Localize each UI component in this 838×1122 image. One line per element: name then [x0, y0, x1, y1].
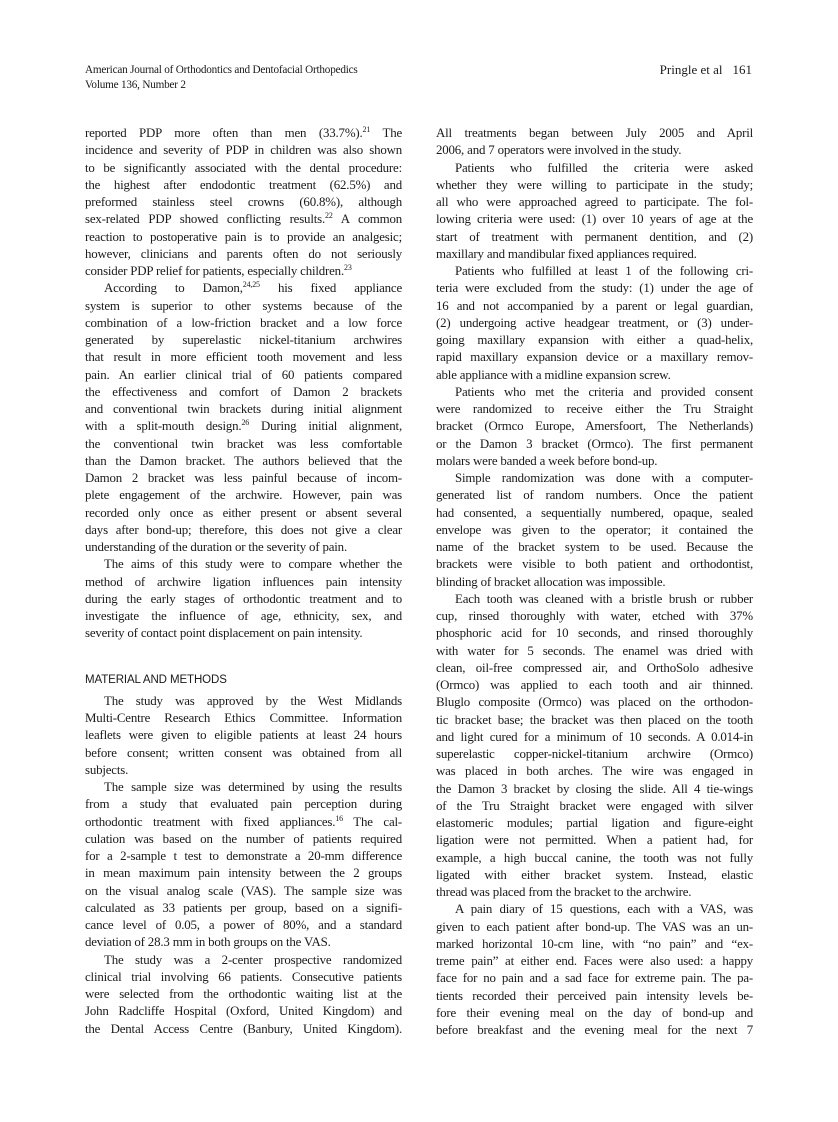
text-line: during the early stages of orthodontic treatment and to [85, 591, 402, 606]
text-line: however, clinicians and parents often do not seriously [85, 246, 402, 261]
text-line: plete engagement of the archwire. However, pain was [85, 488, 402, 503]
text-line: consider PDP relief for patients, especially children.$^{23}$ [85, 263, 352, 278]
text-line: the Damon 3 bracket by closing the slide. All 4 tie-wings [436, 781, 753, 796]
text-line: 16 and not accompanied by a parent or legal guardian, [436, 298, 753, 313]
paragraph [436, 263, 753, 384]
text-line: rapid maxillary expansion device or a maxillary remov- [436, 350, 753, 365]
text-line: tients recorded their perceived pain intensity levels be- [436, 988, 753, 1003]
text-line: severity of contact point displacement on pain intensity. [85, 626, 363, 641]
text-line: ligation were not permitted. When a patient had, for [436, 833, 753, 848]
text-line: the highest after endodontic treatment (62.5%) and [85, 177, 402, 192]
text-line: ligated with either bracket system. Instead, elastic [436, 867, 753, 882]
text-line: The aims of this study were to compare whether the [104, 557, 402, 572]
text-line: fore their evening meal on the day of bond-up and [436, 1005, 753, 1020]
text-line: than the Damon bracket. The authors believed that the [85, 453, 402, 468]
text-line: culation was based on the number of patients required [85, 831, 402, 846]
paragraph [436, 591, 753, 902]
text-line: generated by superelastic nickel-titanium archwires [85, 333, 402, 347]
text-line: given to each patient after bond-up. The VAS was an un- [436, 919, 753, 934]
text-line: elastomeric modules; partial ligation and figure-eight [436, 816, 753, 830]
text-line: combination of a low-friction bracket and a low force [85, 315, 402, 330]
text-line: for a 2-sample t test to demonstrate a 20-mm difference [85, 849, 402, 863]
text-line: face for no pain and a sad face for extreme pain. The pa- [436, 971, 753, 986]
text-line: Patients who met the criteria and provided consent [455, 384, 753, 399]
text-line: or the Damon 3 bracket (Ormco). The first permanent [436, 436, 753, 451]
text-line: with a split-mouth design.$^{26}$ During initial alignment, [85, 418, 403, 434]
running-authors: Pringle et al [659, 62, 723, 77]
text-line: days after bond-up; therefore, this does not give a clear [85, 522, 402, 537]
text-line: orthodontic treatment with fixed appliances.$^{16}$ The cal- [85, 813, 403, 829]
paragraph [436, 470, 753, 591]
text-line: 2006, and 7 operators were involved in the study. [436, 143, 682, 158]
text-line: pain. An earlier clinical trial of 60 patients compared [85, 367, 402, 382]
text-line: subjects. [85, 762, 129, 777]
text-line: envelope was given to the operator; it contained the [436, 522, 753, 537]
text-line: of the Tru Straight bracket were engaged with silver [436, 798, 753, 813]
citation-superscript: 16 [335, 813, 343, 823]
citation-superscript: 23 [344, 263, 352, 272]
text-line: marked horizontal 10-cm line, with “no pain” and “ex- [436, 936, 753, 951]
text-line: name of the bracket system to be used. Because the [436, 540, 753, 554]
text-line: were randomized to receive either the Tru Straight [436, 402, 753, 416]
text-line: method of archwire ligation influences pain intensity [85, 574, 402, 589]
text-line: treme pain” at either end. Faces were also used: a happy [436, 954, 753, 968]
text-line: example, a high buccal canine, the tooth was not fully [436, 850, 753, 865]
paragraph [85, 693, 402, 779]
citation-superscript: 22 [325, 211, 333, 221]
text-column-left [85, 125, 402, 1038]
text-line: from a study that evaluated pain perception during [85, 797, 402, 812]
text-line: the effectiveness and comfort of Damon 2 brackets [85, 384, 402, 399]
running-header-right [660, 62, 752, 78]
page-number: 161 [732, 62, 752, 77]
text-line: Bluglo composite (Ormco) was placed on the orthodon- [436, 695, 753, 710]
text-line: A pain diary of 15 questions, each with a VAS, was [455, 902, 753, 917]
text-line: had consented, a sequentially numbered, opaque, sealed [436, 505, 753, 520]
text-line: cup, rinsed thoroughly with water, etched with 37% [436, 609, 753, 623]
text-line: preformed stainless steel crowns (60.8%), although [85, 195, 402, 209]
text-line: clean, oil-free compressed air, and OrthoSolo adhesive [436, 660, 753, 675]
text-line: (2) undergoing active headgear treatment, or (3) under- [436, 315, 753, 330]
text-line: sex-related PDP showed conflicting results.$^{22}$ A common [85, 211, 402, 227]
text-line: Patients who fulfilled the criteria were asked [455, 160, 753, 175]
text-line: bracket (Ormco Europe, Amersfoort, The Netherlands) [436, 419, 753, 434]
paragraph [85, 125, 402, 280]
paragraph [436, 160, 753, 264]
text-line: brackets were visible to both patient and orthodontist, [436, 557, 753, 572]
text-line: calculated as 33 patients per group, based on a signifi- [85, 900, 402, 915]
text-line: in mean maximum pain intensity between the 2 groups [85, 866, 402, 881]
text-line: deviation of 28.3 mm in both groups on the VAS. [85, 935, 331, 950]
text-line: maxillary and mandibular fixed appliances required. [436, 246, 697, 261]
paragraph [85, 952, 402, 1038]
paragraph [85, 779, 402, 952]
text-line: John Radcliffe Hospital (Oxford, United Kingdom) and [85, 1004, 402, 1019]
text-line: on the visual analog scale (VAS). The sample size was [85, 883, 402, 898]
text-line: (Ormco) was applied to each tooth and air thinned. [436, 678, 753, 692]
text-line: before consent; written consent was obtained from all [85, 745, 402, 760]
text-line: before breakfast and the evening meal for the next 7 [436, 1023, 753, 1037]
text-line: to be significantly associated with the dental procedure: [85, 160, 402, 175]
text-line: thread was placed from the bracket to the archwire. [436, 885, 692, 899]
journal-volume: Volume 136, Number 2 [85, 78, 186, 91]
text-line: leaflets were given to eligible patients at least 24 hours [85, 728, 402, 743]
text-line: going maxillary expansion with either a quad-helix, [436, 333, 753, 347]
citation-superscript: 26 [241, 418, 250, 428]
text-line: The sample size was determined by using the results [104, 780, 402, 794]
running-header-journal [85, 63, 358, 92]
text-line: blinding of bracket allocation was impossible. [436, 574, 666, 589]
text-line: recorded only once as either present or absent several [85, 505, 402, 520]
text-line: system is superior to other systems because of the [85, 298, 402, 313]
text-line: superelastic copper-nickel-titanium archwire (Ormco) [436, 747, 753, 761]
text-line: reaction to postoperative pain is to provide an analgesic; [85, 229, 402, 244]
text-line: The study was a 2-center prospective randomized [104, 952, 402, 967]
text-line: able appliance with a midline expansion screw. [436, 367, 671, 382]
text-line: All treatments began between July 2005 and April [436, 126, 753, 140]
journal-title: American Journal of Orthodontics and Dentofacial Orthopedics [85, 64, 358, 76]
text-line: with water for 5 seconds. The enamel was dried with [436, 643, 753, 658]
paragraph [436, 901, 753, 1039]
text-line: Each tooth was cleaned with a bristle brush or rubber [455, 591, 753, 606]
text-line: investigate the influence of age, ethnicity, sex, and [85, 609, 402, 623]
paragraph [436, 125, 753, 160]
paragraph [436, 384, 753, 470]
section-heading: MATERIAL AND METHODS [85, 673, 227, 686]
text-line: According to Damon,$^{24,25}$ his fixed appliance [104, 280, 403, 296]
paragraph [85, 556, 402, 642]
text-line: The study was approved by the West Midlands [104, 693, 402, 708]
text-line: and conventional twin brackets during initial alignment [85, 402, 402, 416]
text-line: and light cured for a minimum of 10 seconds. A 0.014-in [436, 729, 753, 744]
text-line: cance level of 0.05, a power of 80%, and a standard [85, 918, 402, 932]
text-line: the conventional twin bracket was less comfortable [85, 436, 402, 451]
text-line: understanding of the duration or the severity of pain. [85, 540, 347, 554]
citation-superscript: 24,25 [242, 280, 260, 290]
text-line: were selected from the orthodontic waiting list at the [85, 987, 402, 1001]
citation-superscript: 21 [362, 125, 371, 134]
text-line: lowing criteria were used: (1) over 10 years of age at the [436, 212, 753, 227]
text-line: that result in more efficient tooth movement and less [85, 350, 402, 365]
text-line: incidence and severity of PDP in children was also shown [85, 143, 402, 158]
text-line: Patients who fulfilled at least 1 of the following cri- [455, 264, 753, 278]
text-line: phosphoric acid for 10 seconds, and rinsed thoroughly [436, 626, 753, 641]
text-line: whether they were willing to participate in the study; [436, 177, 753, 192]
text-line: reported PDP more often than men (33.7%).$^{21}$ The [85, 125, 402, 140]
paragraph [85, 280, 402, 556]
text-line: tic bracket base; the bracket was then placed on the tooth [436, 712, 753, 727]
text-line: the Dental Access Centre (Banbury, United Kingdom). [85, 1021, 402, 1036]
text-line: clinical trial involving 66 patients. Consecutive patients [85, 969, 402, 984]
text-line: teria were excluded from the study: (1) under the age of [436, 281, 753, 296]
text-line: molars were banded a week before bond-up. [436, 453, 658, 468]
text-column-right [436, 125, 753, 1039]
text-line: all who were approached agreed to participate. The fol- [436, 195, 753, 209]
text-line: Multi-Centre Research Ethics Committee. Information [85, 711, 402, 725]
text-line: was placed in both arches. The wire was engaged in [436, 764, 753, 779]
text-line: Simple randomization was done with a computer- [455, 471, 753, 485]
text-line: generated list of random numbers. Once the patient [436, 488, 753, 503]
text-line: Damon 2 bracket was less painful because of incom- [85, 471, 402, 485]
text-line: start of treatment with permanent dentition, and (2) [436, 229, 753, 244]
